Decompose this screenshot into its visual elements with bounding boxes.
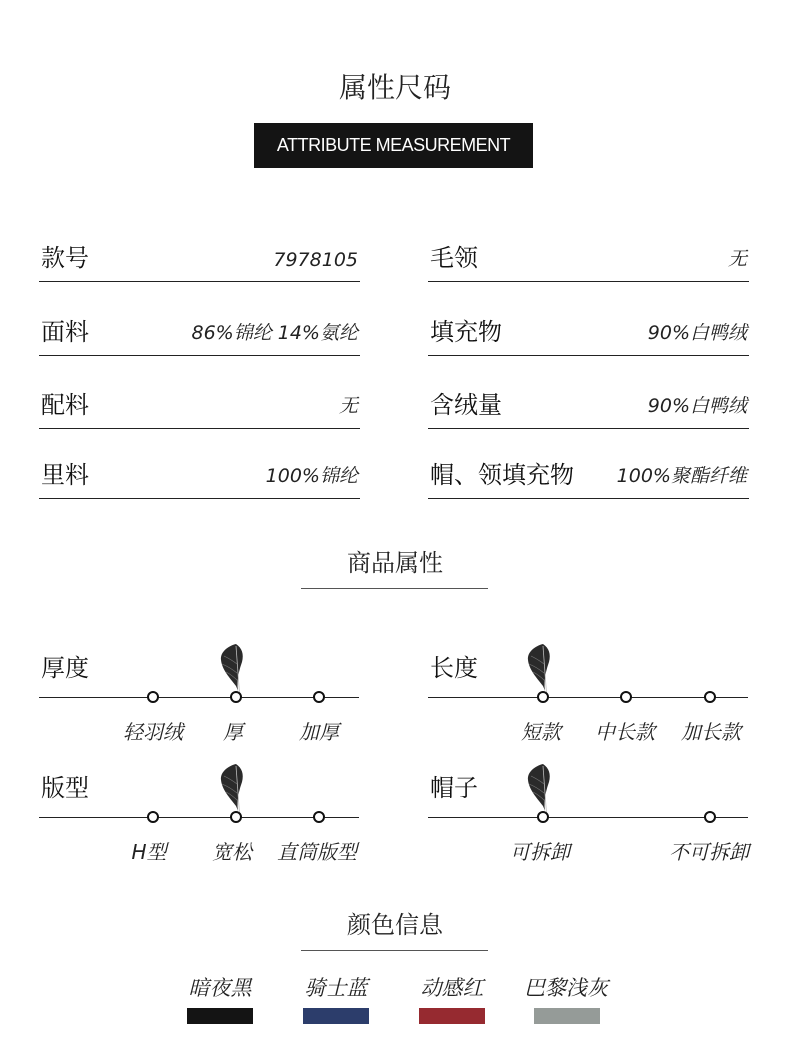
attributes-title: 商品属性 [347,549,443,577]
spec-row [428,378,749,429]
swatch-name: 暗夜黑 [188,976,252,1000]
color-swatch-red[interactable] [419,1008,485,1024]
spec-label: 款号 [41,244,89,272]
attributes-divider [301,588,488,589]
color-swatch-gray[interactable] [534,1008,600,1024]
spec-row [428,448,749,499]
spec-label: 毛领 [430,244,478,272]
scale-dot [620,691,632,703]
spec-row [428,305,749,356]
scale-dot [147,811,159,823]
scale-option: 可拆卸 [510,840,570,864]
scale-line [428,817,748,818]
scale-label: 版型 [41,774,89,802]
scale-line [428,697,748,698]
spec-column-right [428,231,749,499]
spec-value: 100%聚酯纤维 [616,465,747,487]
spec-column-left [39,231,360,499]
spec-label: 面料 [41,318,89,346]
scale-option: 加厚 [299,720,339,744]
spec-label: 含绒量 [430,391,502,419]
scale-option: 直筒版型 [277,840,357,864]
scale-line [39,817,359,818]
scale-option: 轻羽绒 [123,720,183,744]
spec-label: 里料 [41,461,89,489]
scale-dot [313,811,325,823]
scale-dot-selected [230,691,242,703]
spec-label: 帽、领填充物 [430,461,574,489]
spec-label: 填充物 [430,318,502,346]
scale-thickness [39,648,359,744]
page-title: 属性尺码 [338,71,451,104]
spec-value: 100%锦纶 [265,465,358,487]
spec-value: 86%锦纶 14%氨纶 [191,322,358,344]
swatch-name: 骑士蓝 [304,976,368,1000]
scale-label: 长度 [430,654,478,682]
color-swatch-blue[interactable] [303,1008,369,1024]
swatch-name: 巴黎浅灰 [524,976,608,1000]
spec-value: 90%白鸭绒 [647,322,747,344]
spec-value: 7978105 [273,249,358,271]
colors-divider [301,950,488,951]
scale-option: 短款 [521,720,561,744]
scale-dot [147,691,159,703]
scale-length [428,648,748,744]
scale-hood [428,768,749,864]
scale-option: 宽松 [212,840,252,864]
scale-option: 加长款 [681,720,741,744]
spec-row [39,378,360,429]
swatch-name: 动感红 [420,976,484,1000]
scale-option: 中长款 [595,720,655,744]
spec-value: 90%白鸭绒 [647,395,747,417]
scale-label: 厚度 [41,654,89,682]
scale-option: 厚 [223,720,243,744]
scale-dot-selected [537,811,549,823]
spec-row [39,231,360,282]
spec-value: 无 [338,395,358,417]
spec-row [39,305,360,356]
scale-fit [39,768,359,864]
scale-dot-selected [537,691,549,703]
spec-value: 无 [727,248,747,270]
scale-dot [313,691,325,703]
scale-dot-selected [230,811,242,823]
scale-dot [704,691,716,703]
subtitle-badge: ATTRIBUTE MEASUREMENT [254,123,533,168]
scale-option: 不可拆卸 [669,840,749,864]
spec-row [428,231,749,282]
spec-label: 配料 [41,391,89,419]
scale-line [39,697,359,698]
colors-title: 颜色信息 [347,911,443,939]
scale-label: 帽子 [430,774,478,802]
scale-dot [704,811,716,823]
color-swatch-black[interactable] [187,1008,253,1024]
scale-option: H型 [131,840,167,864]
spec-row [39,448,360,499]
